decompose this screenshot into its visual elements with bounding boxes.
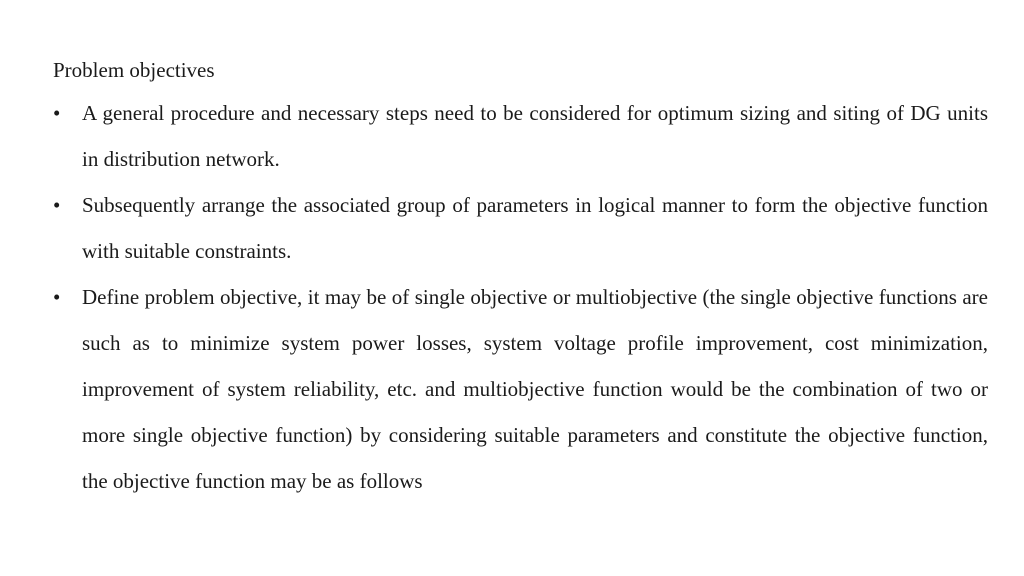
bullet-dot-icon: • (53, 193, 61, 217)
bullet-text: A general procedure and necessary steps need to be considered for optimum sizing and siting of DG units in distribution network. (82, 101, 988, 171)
bullet-text: Define problem objective, it may be of single objective or multiobjective (the single objective functions are such as to minimize system power losses, system voltage profile improvement, cost minimization, improvement of system reliability, etc. and multiobjective function would be the combination of two or more single objective function) by considering suitable parameters and constitute the objective function, the objective function may be as follows (82, 285, 988, 493)
bullet-dot-icon: • (53, 101, 61, 125)
bullet-item (53, 90, 988, 182)
bullet-item (53, 274, 988, 504)
bullet-dot-icon: • (53, 285, 61, 309)
bullet-item (53, 182, 988, 274)
bullet-list (53, 90, 988, 504)
slide-heading: Problem objectives (53, 58, 215, 82)
bullet-text: Subsequently arrange the associated group of parameters in logical manner to form the objective function with suitable constraints. (82, 193, 988, 263)
